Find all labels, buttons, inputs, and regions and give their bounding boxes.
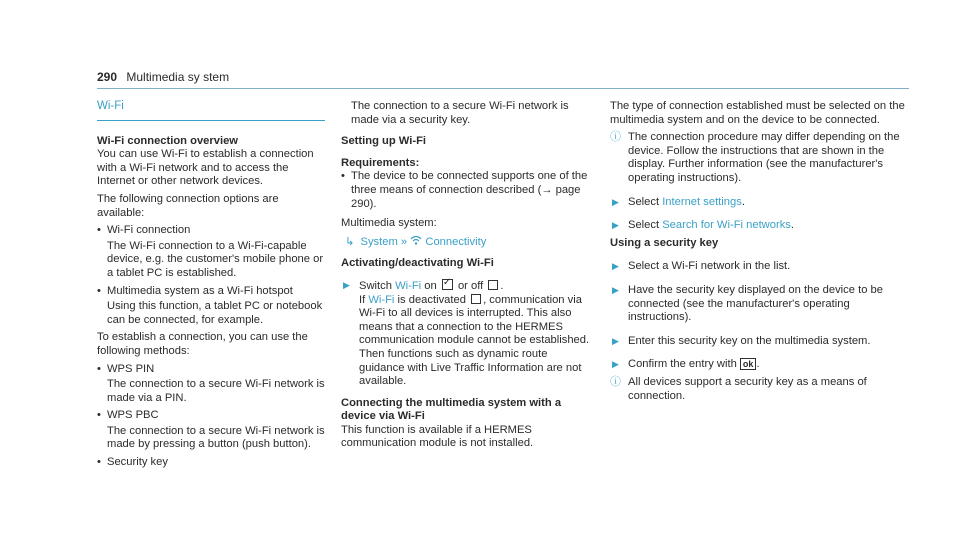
step-select-network: ▶ Select a Wi-Fi network in the list. [612,260,791,273]
multimedia-system-label: Multimedia system: [341,217,437,230]
search-networks-link[interactable]: Search for Wi-Fi networks [662,219,791,232]
overview-heading: Wi-Fi connection overview [97,134,239,147]
method-item: • Security key [97,456,325,470]
step-confirm: ▶ Confirm the entry with ok . [612,358,760,371]
activate-heading: Activating/deactivating Wi-Fi [341,257,494,270]
connection-type-intro: The type of connection established must be selected on the multimedia system and on the device to be connected. [610,100,905,126]
step-arrow-icon: ▶ [612,284,619,295]
step-select-internet: ▶ Select Internet settings. [612,195,745,208]
menu-path [345,235,595,250]
requirement-item: • The device to be connected supports one of the three means of connection described (→ page 290). [341,170,595,211]
step-arrow-icon: ▶ [612,220,619,231]
setup-heading: Setting up Wi-Fi [341,135,427,148]
requirements-heading: Requirements: [341,156,420,169]
options-intro: The following connection options are available: [97,192,279,219]
path-system-link[interactable]: System [360,235,398,248]
option-item: • Wi-Fi connection [97,224,325,238]
method-desc: The connection to a secure Wi-Fi network is made via a PIN. [107,378,325,404]
column-3 [610,100,910,407]
step-arrow-icon: ▶ [612,335,619,346]
option-desc: Using this function, a tablet PC or notebook can be connected, for example. [107,300,323,326]
page-number: 290 [97,70,118,84]
wifi-icon [410,236,425,248]
note: ⓘ The connection procedure may differ depending on the device. Follow the instructions that are shown in the display. Further information (see the manufacturer's operating instructions). [610,131,900,184]
checkbox-empty-icon [471,294,481,304]
step-arrow-icon: ▶ [612,261,619,272]
step-arrow-icon: ▶ [612,359,619,370]
step-display-key: ▶ Have the security key displayed on the device to be connected (see the manufacturer's operating instructions). [612,283,883,324]
checkbox-checked-icon [442,279,453,290]
step-switch-wifi: ▶ Switch Wi-Fi on ✓ or off . If Wi-Fi is deactivated , communication via Wi-Fi to all devices is interrupted. This also means that a connection to the HERMES communication module cannot be established. Then functions such as dynamic route guidance with Live Traffic Information are not available. [341,279,595,389]
info-icon: ⓘ [610,375,621,388]
methods-intro: To establish a connection, you can use the following methods: [97,331,308,357]
connect-heading: Connecting the multimedia system with a device via Wi-Fi [341,396,562,423]
info-icon: ⓘ [610,131,621,144]
step-arrow-icon: ▶ [612,196,619,207]
step-enter-key: ▶ Enter this security key on the multimedia system. [612,334,871,347]
page-header [97,70,229,84]
page-header-title: Multimedia sy stem [126,70,230,84]
column-1 [97,100,325,470]
section-rule [97,120,325,121]
method-item: • WPS PIN [97,363,325,377]
method-item: • WPS PBC [97,409,325,423]
security-key-desc: The connection to a secure Wi-Fi network is made via a security key. [351,100,569,126]
wifi-link[interactable]: Wi-Fi [368,293,395,306]
header-rule [97,88,909,89]
step-arrow-icon: ▶ [343,279,350,290]
option-desc: The Wi-Fi connection to a Wi-Fi-capable device, e.g. the customer's mobile phone or a tablet PC is established. [107,239,324,279]
step-select-search: ▶ Select Search for Wi-Fi networks. [612,219,794,232]
section-title: Wi-Fi [97,100,124,112]
ok-button-icon: ok [740,358,757,370]
column-2 [341,100,595,455]
security-key-heading: Using a security key [610,236,719,249]
method-desc: The connection to a secure Wi-Fi network is made by pressing a button (push button). [107,424,325,451]
checkbox-empty-icon [488,280,498,290]
connect-text: This function is available if a HERMES communication module is not installed. [341,423,534,450]
option-item: • Multimedia system as a Wi-Fi hotspot [97,285,325,299]
path-separator-icon: » [400,235,408,248]
note: ⓘ All devices support a security key as a means of connection. [610,375,867,402]
internet-settings-link[interactable]: Internet settings [662,195,742,208]
overview-intro: You can use Wi-Fi to establish a connection with a Wi-Fi network and to access the Internet or other network devices. [97,148,314,188]
path-connectivity-link[interactable]: Connectivity [425,235,487,248]
path-arrow-icon: ↳ [345,235,355,248]
wifi-link[interactable]: Wi-Fi [395,279,422,292]
